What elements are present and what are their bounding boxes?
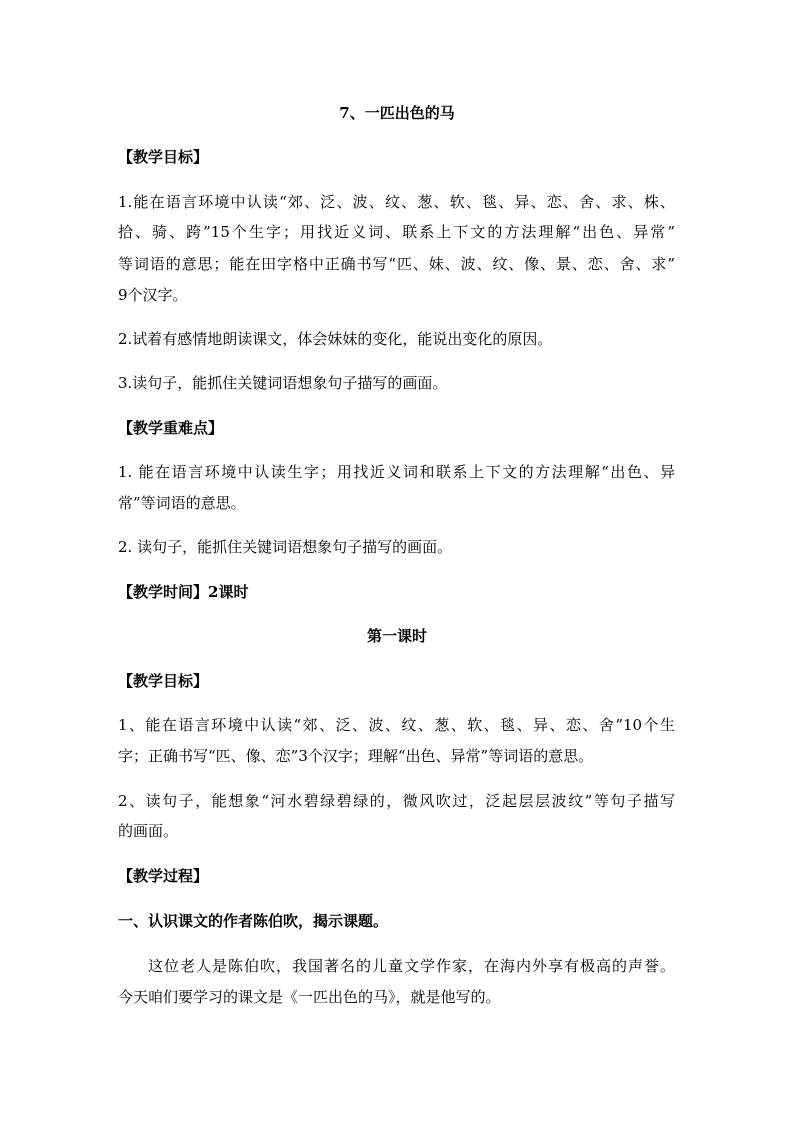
lesson-goal-1-line-1: 1、能在语言环境中认读“郊、泛、波、纹、葱、软、毯、异、恋、舍”10个生 xyxy=(118,716,675,734)
goals-heading: 【教学目标】 xyxy=(118,148,209,166)
step-1-heading: 一、认识课文的作者陈伯吹，揭示课题。 xyxy=(118,912,389,930)
goal-1-line-2: 拾、骑、跨”15个生字；用找近义词、联系上下文的方法理解“出色、异常” xyxy=(118,223,675,241)
difficulty-1-line-2: 常”等词语的意思。 xyxy=(118,494,246,512)
lesson-goal-2-line-1: 2、读句子，能想象“河水碧绿碧绿的，微风吹过，泛起层层波纹”等句子描写 xyxy=(118,792,675,810)
lesson-title: 第一课时 xyxy=(366,627,427,645)
lesson-goal-2-line-2: 的画面。 xyxy=(118,822,179,840)
difficulty-1-line-1: 1. 能在语言环境中认读生字；用找近义词和联系上下文的方法理解“出色、异 xyxy=(118,463,675,481)
lesson-goals-heading: 【教学目标】 xyxy=(118,672,209,690)
process-heading: 【教学过程】 xyxy=(118,867,209,885)
goal-2: 2.试着有感情地朗读课文，体会妹妹的变化，能说出变化的原因。 xyxy=(118,330,553,348)
goal-3: 3.读句子，能抓住关键词语想象句子描写的画面。 xyxy=(118,374,448,392)
goal-1-line-4: 9个汉字。 xyxy=(118,286,188,304)
page-title: 7、一匹出色的马 xyxy=(339,104,455,122)
goal-1-line-3: 等词语的意思；能在田字格中正确书写“匹、妹、波、纹、像、景、恋、舍、求” xyxy=(118,255,675,273)
difficulty-2: 2. 读句子，能抓住关键词语想象句子描写的画面。 xyxy=(118,538,453,556)
teaching-time: 【教学时间】2课时 xyxy=(118,583,249,601)
step-1-paragraph-line-1: 这位老人是陈伯吹，我国著名的儿童文学作家，在海内外享有极高的声誉。 xyxy=(148,957,675,975)
lesson-goal-1-line-2: 字；正确书写“匹、像、恋”3个汉字；理解“出色、异常”等词语的意思。 xyxy=(118,747,594,765)
goal-1-line-1: 1.能在语言环境中认读“郊、泛、波、纹、葱、软、毯、异、恋、舍、求、株、 xyxy=(118,193,675,211)
step-1-paragraph-line-2: 今天咱们要学习的课文是《一匹出色的马》，就是他写的。 xyxy=(118,988,501,1006)
difficulty-heading: 【教学重难点】 xyxy=(118,419,224,437)
